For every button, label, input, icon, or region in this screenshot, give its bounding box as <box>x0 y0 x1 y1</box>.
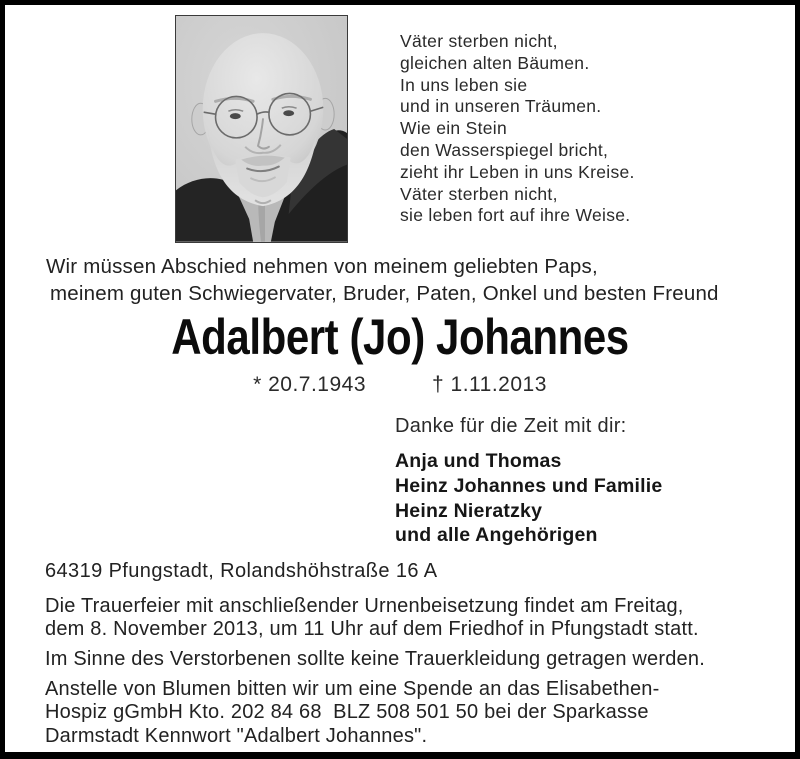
donation-line: Darmstadt Kennwort "Adalbert Johannes". <box>45 724 428 747</box>
mourner-name: Anja und Thomas <box>395 450 562 472</box>
mourner-name: Heinz Nieratzky <box>395 499 543 522</box>
poem-line: den Wasserspiegel bricht, <box>400 139 609 160</box>
thanks-heading: Danke für die Zeit mit dir: <box>395 415 627 437</box>
farewell-intro-line: Wir müssen Abschied nehmen von meinem geliebten Paps, <box>46 255 598 278</box>
birth-date: * 20.7.1943 <box>253 373 367 396</box>
mourner-name: und alle Angehörigen <box>395 524 598 547</box>
donation-request <box>45 678 659 748</box>
mourners-block <box>395 415 662 548</box>
portrait-photo <box>175 15 348 243</box>
death-date: † 1.11.2013 <box>432 373 547 396</box>
poem-line: Väter sterben nicht, <box>400 183 558 204</box>
donation-line: Anstelle von Blumen bitten wir um eine Spende an das Elisabethen- <box>45 678 660 700</box>
life-dates <box>5 373 795 397</box>
home-address: 64319 Pfungstadt, Rolandshöhstraße 16 A <box>45 560 438 582</box>
mourners-names <box>395 449 662 548</box>
poem-line: gleichen alten Bäumen. <box>400 52 590 73</box>
poem-line: Wie ein Stein <box>400 118 508 139</box>
poem-line: zieht ihr Leben in uns Kreise. <box>400 161 635 182</box>
funeral-info <box>45 595 699 642</box>
portrait-illustration <box>176 16 347 242</box>
deceased-name: Adalbert (Jo) Johannes <box>171 309 629 365</box>
poem-line: Väter sterben nicht, <box>400 31 558 51</box>
poem-line: In uns leben sie <box>400 74 528 95</box>
farewell-intro <box>46 254 719 307</box>
dress-code-note: Im Sinne des Verstorbenen sollte keine Trauerkleidung getragen werden. <box>45 648 705 670</box>
poem-line: sie leben fort auf ihre Weise. <box>400 205 631 226</box>
donation-line: Hospiz gGmbH Kto. 202 84 68 BLZ 508 501 50 bei der Sparkasse <box>45 701 649 724</box>
memorial-poem <box>400 31 635 227</box>
funeral-info-line: Die Trauerfeier mit anschließender Urnenbeisetzung findet am Freitag, <box>45 595 684 617</box>
farewell-intro-line: meinem guten Schwiegervater, Bruder, Paten, Onkel und besten Freund <box>50 281 719 305</box>
funeral-info-line: dem 8. November 2013, um 11 Uhr auf dem Friedhof in Pfungstadt statt. <box>45 618 699 641</box>
poem-line: und in unseren Träumen. <box>400 96 602 117</box>
mourner-name: Heinz Johannes und Familie <box>395 474 663 497</box>
